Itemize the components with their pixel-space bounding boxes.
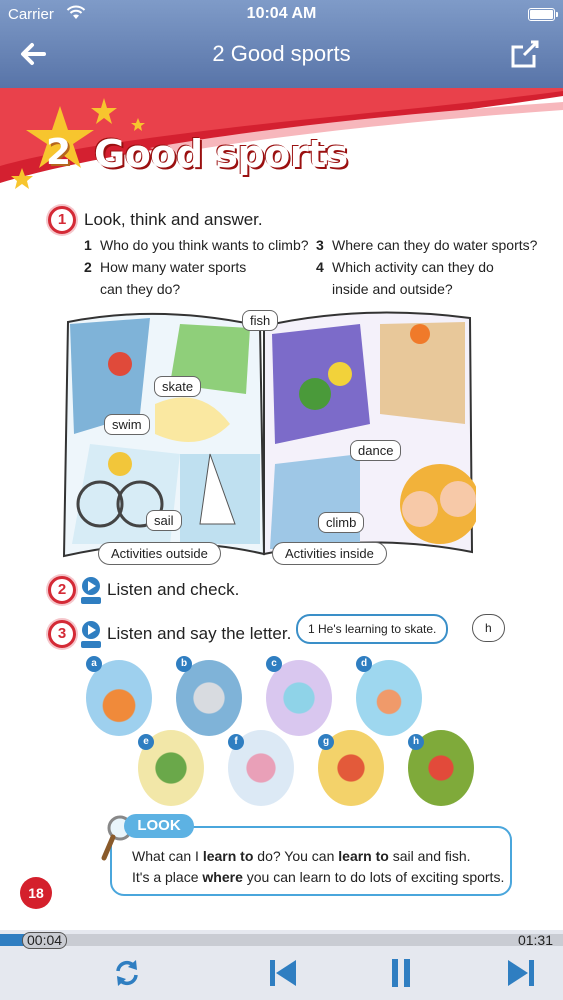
navigation-bar (0, 0, 563, 88)
look-line-1 (132, 848, 471, 864)
current-time: 00:04 (22, 932, 67, 949)
status-time: 10:04 AM (246, 5, 317, 22)
question-text-line2: inside and outside? (332, 281, 453, 297)
label-sail: sail (146, 510, 182, 531)
share-icon[interactable] (507, 38, 543, 70)
question-text-line2: can they do? (100, 281, 181, 297)
label-skate: skate (154, 376, 201, 397)
unit-number: 2 (46, 132, 72, 173)
battery-icon (528, 8, 555, 21)
look-text: It's a place (132, 869, 203, 885)
question-text: Where can they do water sports? (332, 237, 538, 253)
progress-track[interactable] (0, 934, 563, 946)
look-line-2 (132, 869, 504, 885)
exercise-1-number: 1 (48, 206, 76, 234)
picture-letter: d (356, 656, 372, 672)
picture-letter: a (86, 656, 102, 672)
page-number-badge: 18 (20, 877, 52, 909)
look-bold: where (202, 869, 243, 885)
audio-cd-icon[interactable] (80, 620, 102, 648)
label-fish: fish (242, 310, 278, 331)
picture-letter: h (408, 734, 424, 750)
look-bold: learn to (202, 848, 254, 864)
skip-forward-icon[interactable] (504, 956, 538, 990)
book-page (0, 88, 563, 930)
exercise-2-instruction: Listen and check. (107, 580, 240, 599)
carrier-label: Carrier (8, 6, 54, 23)
look-tag: LOOK (124, 814, 194, 838)
question-text: How many water sports (100, 259, 247, 275)
question-number: 1 (84, 237, 92, 253)
look-bold: learn to (338, 848, 389, 864)
exercise-1-instruction: Look, think and answer. (84, 210, 263, 229)
look-text: do? You can (253, 848, 339, 864)
skip-back-icon[interactable] (266, 956, 300, 990)
total-time: 01:31 (517, 932, 553, 948)
question-1 (84, 234, 309, 256)
picture-letter: b (176, 656, 192, 672)
caption-activities-outside: Activities outside (98, 542, 221, 565)
question-2 (84, 256, 246, 300)
pause-icon[interactable] (384, 956, 418, 990)
question-3 (316, 234, 537, 256)
audio-cd-icon[interactable] (80, 576, 102, 604)
repeat-icon[interactable] (110, 956, 144, 990)
exercise-3-instruction: Listen and say the letter. (107, 624, 292, 643)
picture-letter: g (318, 734, 334, 750)
caption-activities-inside: Activities inside (272, 542, 387, 565)
look-text: What can I (132, 848, 203, 864)
exercise-2-number: 2 (48, 576, 76, 604)
question-number: 2 (84, 259, 92, 275)
picture-letter: f (228, 734, 244, 750)
question-text: Which activity can they do (332, 259, 494, 275)
label-climb: climb (318, 512, 364, 533)
question-text: Who do you think wants to climb? (100, 237, 309, 253)
audio-player (0, 930, 563, 1000)
status-bar (0, 0, 563, 30)
exercise-3-number: 3 (48, 620, 76, 648)
question-4 (316, 256, 494, 300)
question-number: 3 (316, 237, 324, 253)
answer-speech-bubble: h (472, 614, 505, 642)
example-speech-bubble: 1 He's learning to skate. (296, 614, 448, 644)
label-swim: swim (104, 414, 150, 435)
page-title: 2 Good sports (212, 41, 351, 66)
picture-letter: c (266, 656, 282, 672)
look-text: you can learn to do lots of exciting sports. (242, 869, 505, 885)
unit-title: Good sports (94, 132, 348, 176)
label-dance: dance (350, 440, 401, 461)
look-text: sail and fish. (388, 848, 471, 864)
picture-letter: e (138, 734, 154, 750)
question-number: 4 (316, 259, 324, 275)
